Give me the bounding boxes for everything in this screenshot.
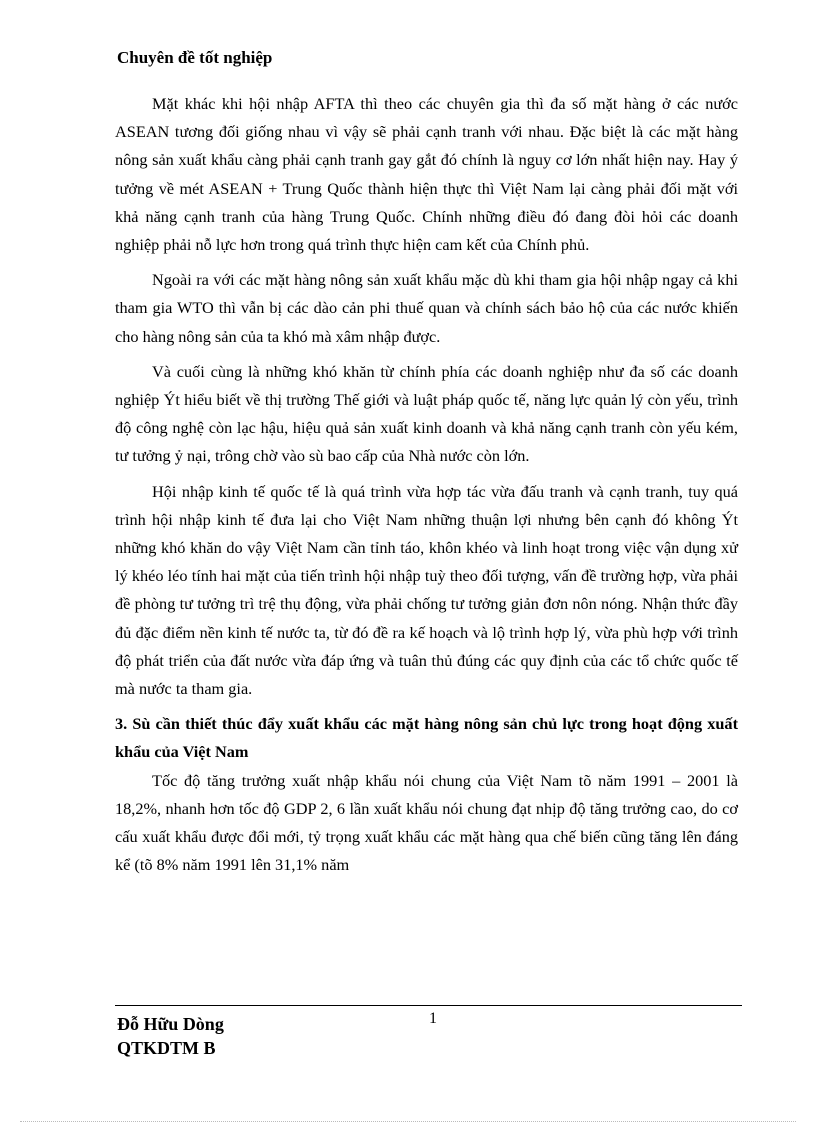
paragraph-growth: Tốc độ tăng trưởng xuất nhập khẩu nói chung của Việt Nam tõ năm 1991 – 2001 là 18,2%, nhanh hơn tốc độ GDP 2, 6 lần xuất khẩu nói chung đạt nhịp độ tăng trưởng cao, do cơ cấu xuất khẩu được đổi mới, tỷ trọng xuất khẩu các mặt hàng qua chế biến cũng tăng lên đáng kể (tõ 8% năm 1991 lên 31,1% năm xyxy=(115,770,738,875)
page-number: 1 xyxy=(429,1010,437,1027)
paragraph-enterprise: Và cuối cùng là những khó khăn từ chính phía các doanh nghiệp như đa số các doanh nghiệp Ýt hiểu biết về thị trường Thế giới và luật pháp quốc tế, năng lực quản lý còn yếu, trình độ công nghệ còn lạc hậu, hiệu quả sản xuất kinh doanh và khả năng cạnh tranh còn yếu kém, tư tưởng ỷ nại, trông chờ vào sù bao cấp của Nhà nước còn lớn. xyxy=(115,361,738,466)
footer-org: QTKDTM B xyxy=(117,1038,216,1058)
paragraph-afta: Mặt khác khi hội nhập AFTA thì theo các chuyên gia thì đa số mặt hàng ở các nước ASEAN tương đối giống nhau vì vậy sẽ phải cạnh tranh với nhau. Đặc biệt là các mặt hàng nông sản xuất khẩu càng phải cạnh tranh gay gắt đó chính là nguy cơ lớn nhất hiện nay. Hay ý tưởng về mét ASEAN + Trung Quốc thành hiện thực thì Việt Nam lại càng phải đối mặt với khả năng cạnh tranh của hàng Trung Quốc. Chính những điều đó đang đòi hỏi các doanh nghiệp phải nỗ lực hơn trong quá trình thực hiện cam kết của Chính phủ. xyxy=(115,94,738,255)
footer-divider xyxy=(115,1005,742,1006)
document-body xyxy=(115,90,738,879)
paragraph-wto: Ngoài ra với các mặt hàng nông sản xuất khẩu mặc dù khi tham gia hội nhập ngay cả khi tham gia WTO thì vẫn bị các dào cản phi thuế quan và chính sách bảo hộ của các nước khiến cho hàng nông sản của ta khó mà xâm nhập được. xyxy=(115,270,738,346)
page-header-title: Chuyên đề tốt nghiệp xyxy=(117,48,273,67)
section-heading: 3. Sù cần thiết thúc đẩy xuất khẩu các mặt hàng nông sản chủ lực trong hoạt động xuất khẩu của Việt Nam xyxy=(115,714,738,762)
paragraph-integration: Hội nhập kinh tế quốc tế là quá trình vừa hợp tác vừa đấu tranh và cạnh tranh, tuy quá trình hội nhập kinh tế đưa lại cho Việt Nam những thuận lợi nhưng bên cạnh đó không Ýt những khó khăn do vậy Việt Nam cần tỉnh táo, khôn khéo và linh hoạt trong việc vận dụng xử lý khéo léo tính hai mặt của tiến trình hội nhập tuỳ theo đối tượng, vấn đề trường hợp, vừa phải đề phòng tư tưởng trì trệ thụ động, vừa phải chống tư tưởng giản đơn nôn nóng. Nhận thức đầy đủ đặc điểm nền kinh tế nước ta, từ đó đề ra kế hoạch và lộ trình hợp lý, vừa phù hợp với trình độ phát triển của đất nước vừa đáp ứng và tuân thủ đúng các quy định của các tổ chức quốc tế mà nước ta tham gia. xyxy=(115,481,738,699)
footer-author: Đỗ Hữu Dòng xyxy=(117,1014,224,1034)
page-edge-dots xyxy=(20,1121,796,1122)
